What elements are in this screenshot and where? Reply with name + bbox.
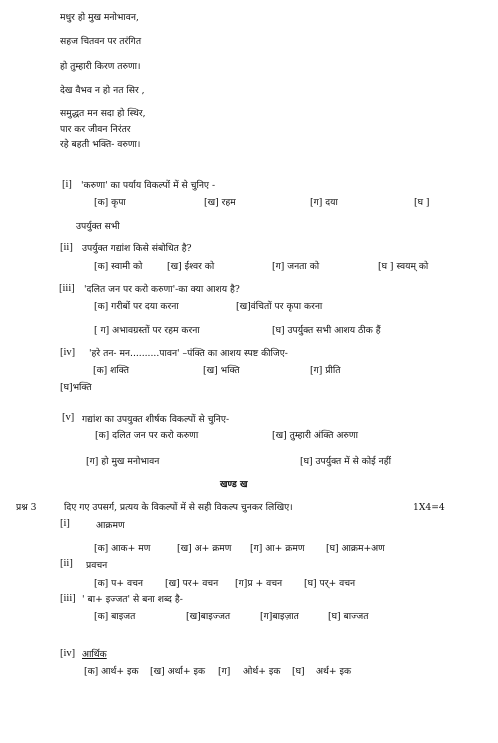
option-ka: [क] बाइजत: [94, 611, 136, 622]
section-heading: खण्ड ख: [220, 479, 248, 490]
option-gha: [घ] उपर्युक्त सभी आशय ठीक हैं: [272, 325, 381, 336]
option-kha: [ख]बाइज्जत: [186, 611, 231, 622]
part-word: आक्रमण: [96, 520, 125, 531]
option-ga: [ग] प्रीति: [310, 365, 341, 376]
option-ka: [क] दलित जन पर करो करुणा: [95, 430, 199, 441]
part-number: [iii]: [60, 593, 76, 604]
question-number: [v]: [62, 412, 75, 423]
option-gha: [घ ] स्वयम् को: [378, 261, 429, 272]
option-kha: [ख] पर+ वचन: [165, 578, 219, 589]
option-kha: [ख]वंचितों पर कृपा करना: [236, 301, 323, 312]
poem-line-3: हो तुम्हारी किरण तरुणा।: [60, 61, 141, 72]
question-number: [ii]: [60, 242, 73, 253]
option-ga: [ग] दया: [310, 197, 338, 208]
option-ka: [क] आक+ मण: [94, 543, 151, 554]
option-kha: [ख] रहम: [204, 197, 236, 208]
option-ga-text: ओर्थ+ इक: [243, 666, 281, 677]
option-ga: [ग]बाइज़ात: [260, 611, 299, 622]
marks: 1X4=4: [413, 502, 445, 513]
question-number: [iii]: [59, 283, 75, 294]
option-ga: [ग]प्र + वचन: [235, 578, 283, 589]
part-number: [i]: [60, 518, 70, 529]
option-kha: [ख] भक्ति: [203, 365, 240, 376]
option-ka: [क] प+ वचन: [94, 578, 144, 589]
option-gha-text: अर्थ+ इक: [316, 666, 352, 677]
part-word: प्रवचन: [86, 560, 108, 571]
poem-line-4: देख वैभव न हो नत सिर ,: [60, 85, 145, 96]
option-gha: [घ] आक्रम+अण: [326, 543, 385, 554]
option-ka: [क] गरीबों पर दया करना: [94, 301, 179, 312]
question-text: 'करुणा' का पर्याय विकल्पों में से चुनिए -: [81, 180, 216, 191]
question-text: 'हरे तन- मन..........पावन' –पंक्ति का आशय स्पष्ट कीजिए-: [89, 348, 288, 359]
question-number: [i]: [62, 179, 72, 190]
option-ka: [क] शक्ति: [93, 365, 129, 376]
poem-line-6: पार कर जीवन निरंतर: [60, 124, 131, 135]
option-ga: [ग]: [218, 666, 231, 677]
option-gha: [घ]भक्ति: [60, 382, 92, 393]
option-ka: [क] कृपा: [94, 197, 126, 208]
option-gha: [घ]: [292, 666, 305, 677]
option-kha: [ख] ईश्वर को: [167, 261, 215, 272]
option-gha: [घ] पर्+ वचन: [304, 578, 356, 589]
part-word: आर्थिक: [82, 649, 107, 660]
question-label: प्रश्न 3: [16, 502, 37, 513]
part-number: [ii]: [60, 558, 73, 569]
question-text: उपर्युक्त गद्यांश किसे संबोधित है?: [82, 243, 192, 254]
poem-line-7: रहे बहती भक्ति- वरुणा।: [60, 139, 141, 150]
option-ga: [ग] हो मुख मनोभावन: [86, 456, 160, 467]
option-ka: [क] स्वामी को: [94, 261, 143, 272]
option-gha-text: उपर्युक्त सभी: [76, 221, 120, 232]
question-number: [iv]: [60, 347, 76, 358]
question-text: दिए गए उपसर्ग, प्रत्यय के विकल्पों में से सही विकल्प चुनकर लिखिए।: [64, 502, 293, 513]
question-text: 'दलित जन पर करो करुणा'-का क्या आशय है?: [84, 284, 240, 295]
question-text: गद्यांश का उपयुक्त शीर्षक विकल्पों से चुनिए-: [82, 414, 230, 425]
option-ga: [ग] आ+ क्रमण: [250, 543, 305, 554]
poem-line-2: सहज चितवन पर तरंगित: [60, 36, 142, 47]
option-ga: [ ग] अभावग्रस्तों पर रहम करना: [94, 325, 200, 336]
option-gha: [घ ]: [414, 197, 430, 208]
option-gha: [घ] बाज्जत: [328, 611, 369, 622]
part-number: [iv]: [60, 648, 76, 659]
option-ga: [ग] जनता को: [272, 261, 320, 272]
option-gha: [घ] उपर्युक्त में से कोई नहीं: [300, 456, 391, 467]
poem-line-1: मधुर हो मुख मनोभावन,: [60, 12, 139, 23]
poem-line-5: समुद्धत मन सदा हो स्थिर,: [60, 108, 146, 119]
option-kha: [ख] अ+ क्रमण: [177, 543, 232, 554]
option-kha: [ख] तुम्हारी अंक्ति अरुणा: [272, 430, 358, 441]
part-question: ' बा+ इज्जत' से बना शब्द है-: [82, 594, 183, 605]
option-kha: [ख] अर्था+ इक: [150, 666, 206, 677]
option-ka: [क] आर्थ+ इक: [84, 666, 139, 677]
